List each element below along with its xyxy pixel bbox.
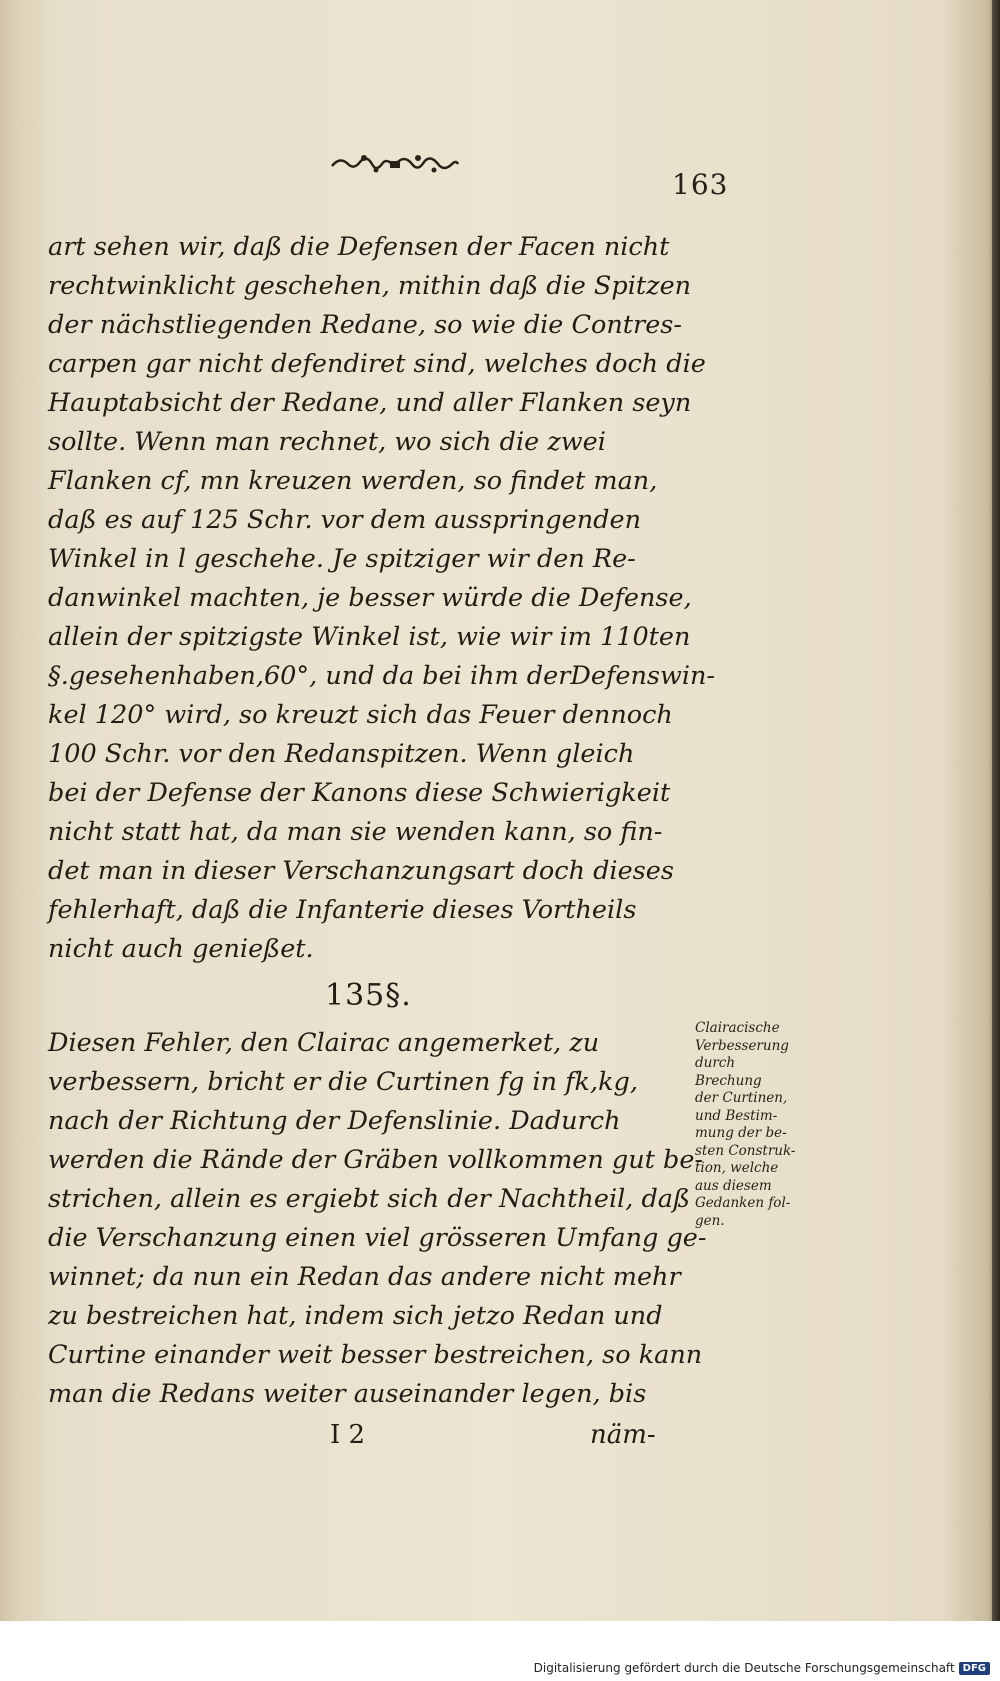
- text-line: nicht statt hat, da man sie wenden kann, so fin-: [48, 817, 663, 847]
- page-number: 163: [672, 168, 729, 201]
- ornament-icon: [330, 150, 460, 180]
- text-line: verbessern, bricht er die Curtinen fg in fk,kg,: [48, 1067, 638, 1097]
- text-line: allein der spitzigste Winkel ist, wie wir im 110ten: [48, 622, 691, 652]
- text-line: §.gesehenhaben,60°, und da bei ihm derDefenswin-: [48, 661, 716, 691]
- signature-mark: I 2: [330, 1420, 366, 1450]
- text-line: der nächstliegenden Redane, so wie die Contres-: [48, 310, 683, 340]
- text-line: Hauptabsicht der Redane, und aller Flanken seyn: [48, 388, 692, 418]
- text-line: zu bestreichen hat, indem sich jetzo Redan und: [48, 1301, 663, 1331]
- credit-text: Digitalisierung gefördert durch die Deutsche Forschungsgemeinschaft: [533, 1661, 955, 1675]
- text-line: danwinkel machten, je besser würde die Defense,: [48, 583, 692, 613]
- text-line: Flanken cf, mn kreuzen werden, so findet man,: [48, 466, 658, 496]
- text-line: art sehen wir, daß die Defensen der Facen nicht: [48, 232, 670, 262]
- section-heading: 135§.: [325, 978, 412, 1013]
- text-line: nicht auch genießet.: [48, 934, 314, 964]
- text-line: winnet; da nun ein Redan das andere nicht mehr: [48, 1262, 681, 1292]
- text-line: daß es auf 125 Schr. vor dem ausspringenden: [48, 505, 641, 535]
- text-line: sollte. Wenn man rechnet, wo sich die zwei: [48, 427, 606, 457]
- text-line: rechtwinklicht geschehen, mithin daß die Spitzen: [48, 271, 692, 301]
- text-line: kel 120° wird, so kreuzt sich das Feuer dennoch: [48, 700, 673, 730]
- text-line: strichen, allein es ergiebt sich der Nachtheil, daß: [48, 1184, 691, 1214]
- text-line: carpen gar nicht defendiret sind, welches doch die: [48, 349, 706, 379]
- text-line: die Verschanzung einen viel grösseren Umfang ge-: [48, 1223, 707, 1253]
- text-line: Winkel in l geschehe. Je spitziger wir den Re-: [48, 544, 636, 574]
- text-line: det man in dieser Verschanzungsart doch dieses: [48, 856, 674, 886]
- text-line: Diesen Fehler, den Clairac angemerket, zu: [48, 1028, 600, 1058]
- digitization-credit: [534, 1661, 990, 1675]
- text-line: fehlerhaft, daß die Infanterie dieses Vortheils: [48, 895, 637, 925]
- text-line: Curtine einander weit besser bestreichen, so kann: [48, 1340, 703, 1370]
- text-line: werden die Rände der Gräben vollkommen gut be-: [48, 1145, 704, 1175]
- margin-note: Clairacische Verbesserung durch Brechung der Curtinen, und Bestim- mung der be- sten Construk- tion, welche aus diesem Gedanken fol- gen.: [695, 1020, 796, 1229]
- catchword: näm-: [590, 1420, 656, 1450]
- text-line: bei der Defense der Kanons diese Schwierigkeit: [48, 778, 671, 808]
- page-edge-shadow: [992, 0, 1000, 1681]
- text-line: 100 Schr. vor den Redanspitzen. Wenn gleich: [48, 739, 635, 769]
- text-line: man die Redans weiter auseinander legen, bis: [48, 1379, 647, 1409]
- text-line: nach der Richtung der Defenslinie. Dadurch: [48, 1106, 621, 1136]
- dfg-logo-icon: DFG: [959, 1662, 990, 1675]
